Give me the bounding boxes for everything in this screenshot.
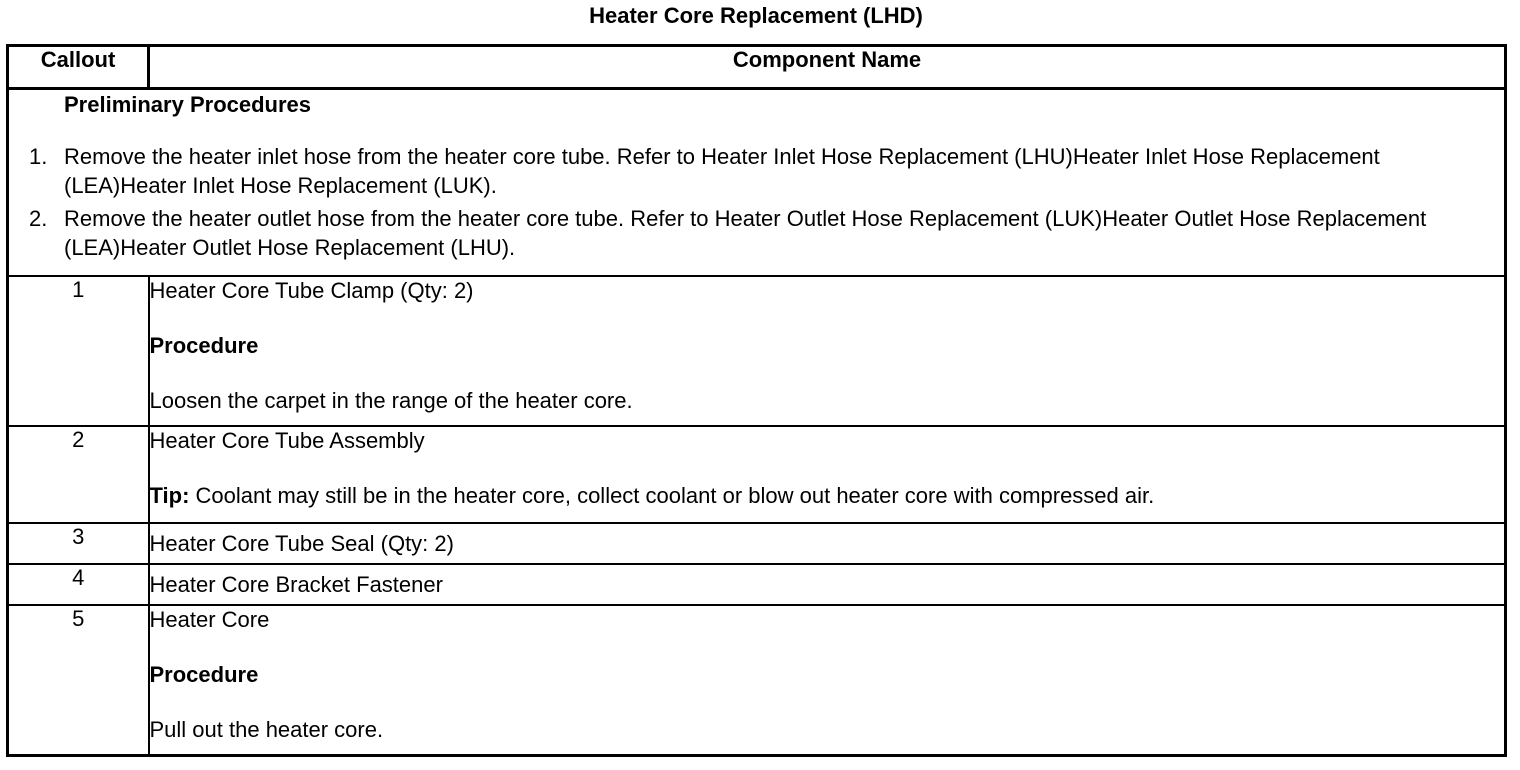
step-text: Remove the heater inlet hose from the heater core tube. Refer to Heater Inlet Hose Replacement (LHU)Heater Inlet Hose Replacement (LEA)Heater Inlet Hose Replacement (LUK). (64, 144, 1380, 198)
procedure-text: Loosen the carpet in the range of the heater core. (149, 388, 633, 413)
page-title: Heater Core Replacement (LHD) (589, 3, 923, 28)
step-text: Remove the heater outlet hose from the heater core tube. Refer to Heater Outlet Hose Replacement (LUK)Heater Outlet Hose Replacement (LEA)Heater Outlet Hose Replacement (LHU). (64, 206, 1427, 260)
callout-cell: 2 (8, 426, 149, 523)
table-row (8, 523, 1506, 564)
component-name: Heater Core Tube Assembly (149, 428, 425, 453)
procedure-text: Pull out the heater core. (149, 717, 384, 742)
preliminary-steps (9, 142, 1504, 262)
procedure-label: Procedure (149, 333, 259, 358)
component-table (6, 44, 1507, 757)
component-name: Heater Core Bracket Fastener (149, 564, 1506, 605)
callout-cell: 3 (8, 523, 149, 564)
table-row (8, 605, 1506, 756)
step-number: 2. (29, 206, 48, 231)
tip-line (150, 482, 1505, 510)
preliminary-step (9, 204, 1504, 262)
callout-cell: 4 (8, 564, 149, 605)
table-row (8, 276, 1506, 426)
preliminary-heading: Preliminary Procedures (64, 92, 312, 117)
table-header-row (8, 46, 1506, 89)
table-row (8, 426, 1506, 523)
step-number: 1. (29, 144, 48, 169)
tip-label: Tip: (149, 483, 190, 508)
preliminary-row (8, 89, 1506, 277)
component-name-header: Component Name (149, 46, 1506, 89)
component-name: Heater Core (149, 607, 270, 632)
table-row (8, 564, 1506, 605)
component-name: Heater Core Tube Clamp (Qty: 2) (149, 278, 474, 303)
callout-cell: 5 (8, 605, 149, 756)
component-cell (149, 605, 1506, 756)
preliminary-step (9, 142, 1504, 200)
preliminary-cell (8, 89, 1506, 277)
component-cell (149, 276, 1506, 426)
component-cell (149, 426, 1506, 523)
tip-text: Coolant may still be in the heater core, collect coolant or blow out heater core with compressed air. (189, 483, 1155, 508)
callout-cell: 1 (8, 276, 149, 426)
callout-header: Callout (8, 46, 149, 89)
procedure-label: Procedure (149, 662, 259, 687)
component-name: Heater Core Tube Seal (Qty: 2) (149, 523, 1506, 564)
